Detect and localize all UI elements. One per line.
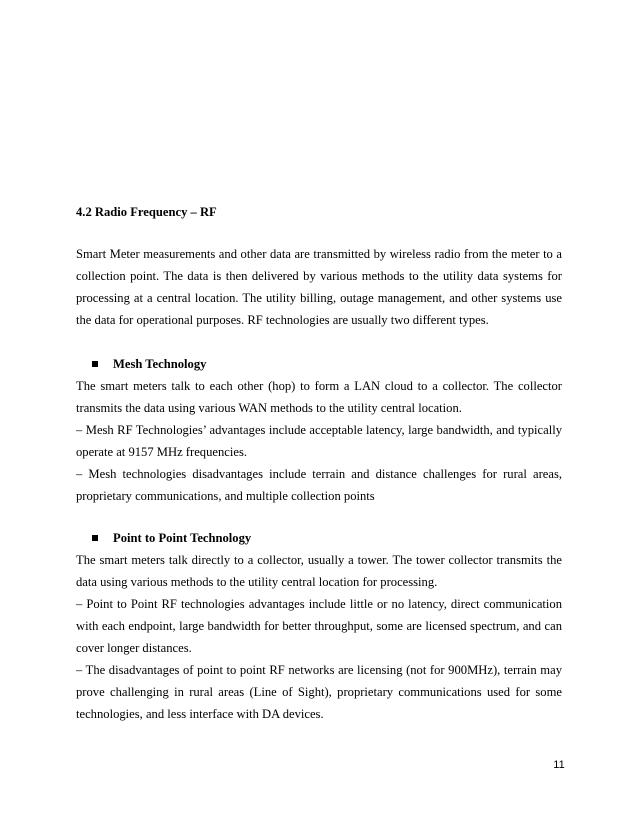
square-bullet-icon (92, 361, 98, 367)
p2p-description: The smart meters talk directly to a collector, usually a tower. The tower collector transmits the data using various methods to the utility central location for processing. (76, 553, 562, 589)
p2p-disadvantages: – The disadvantages of point to point RF networks are licensing (not for 900MHz), terrain may prove challenging in rural areas (Line of Sight), proprietary communications used for some technologies, and less interface with DA devices. (76, 663, 562, 721)
section-heading: 4.2 Radio Frequency – RF (76, 205, 217, 219)
page-number: 11 (553, 759, 565, 771)
point-to-point-title: Point to Point Technology (113, 531, 252, 545)
mesh-advantages: – Mesh RF Technologies’ advantages include acceptable latency, large bandwidth, and typically operate at 9157 MHz frequencies. (76, 423, 562, 459)
point-to-point-heading (76, 527, 562, 549)
mesh-description: The smart meters talk to each other (hop) to form a LAN cloud to a collector. The collector transmits the data using various WAN methods to the utility central location. (76, 379, 562, 415)
page-content (76, 201, 562, 725)
p2p-advantages: – Point to Point RF technologies advantages include little or no latency, direct communication with each endpoint, large bandwidth for better throughput, some are licensed spectrum, and can cover longer distances. (76, 597, 562, 655)
mesh-disadvantages: – Mesh technologies disadvantages include terrain and distance challenges for rural areas, proprietary communications, and multiple collection points (76, 467, 562, 503)
intro-paragraph: Smart Meter measurements and other data are transmitted by wireless radio from the meter to a collection point. The data is then delivered by various methods to the utility data systems for processing at a central location. The utility billing, outage management, and other systems use the data for operational purposes. RF technologies are usually two different types. (76, 247, 562, 327)
mesh-technology-heading (76, 353, 562, 375)
spacer (76, 507, 562, 527)
square-bullet-icon (92, 535, 98, 541)
mesh-technology-title: Mesh Technology (113, 357, 207, 371)
